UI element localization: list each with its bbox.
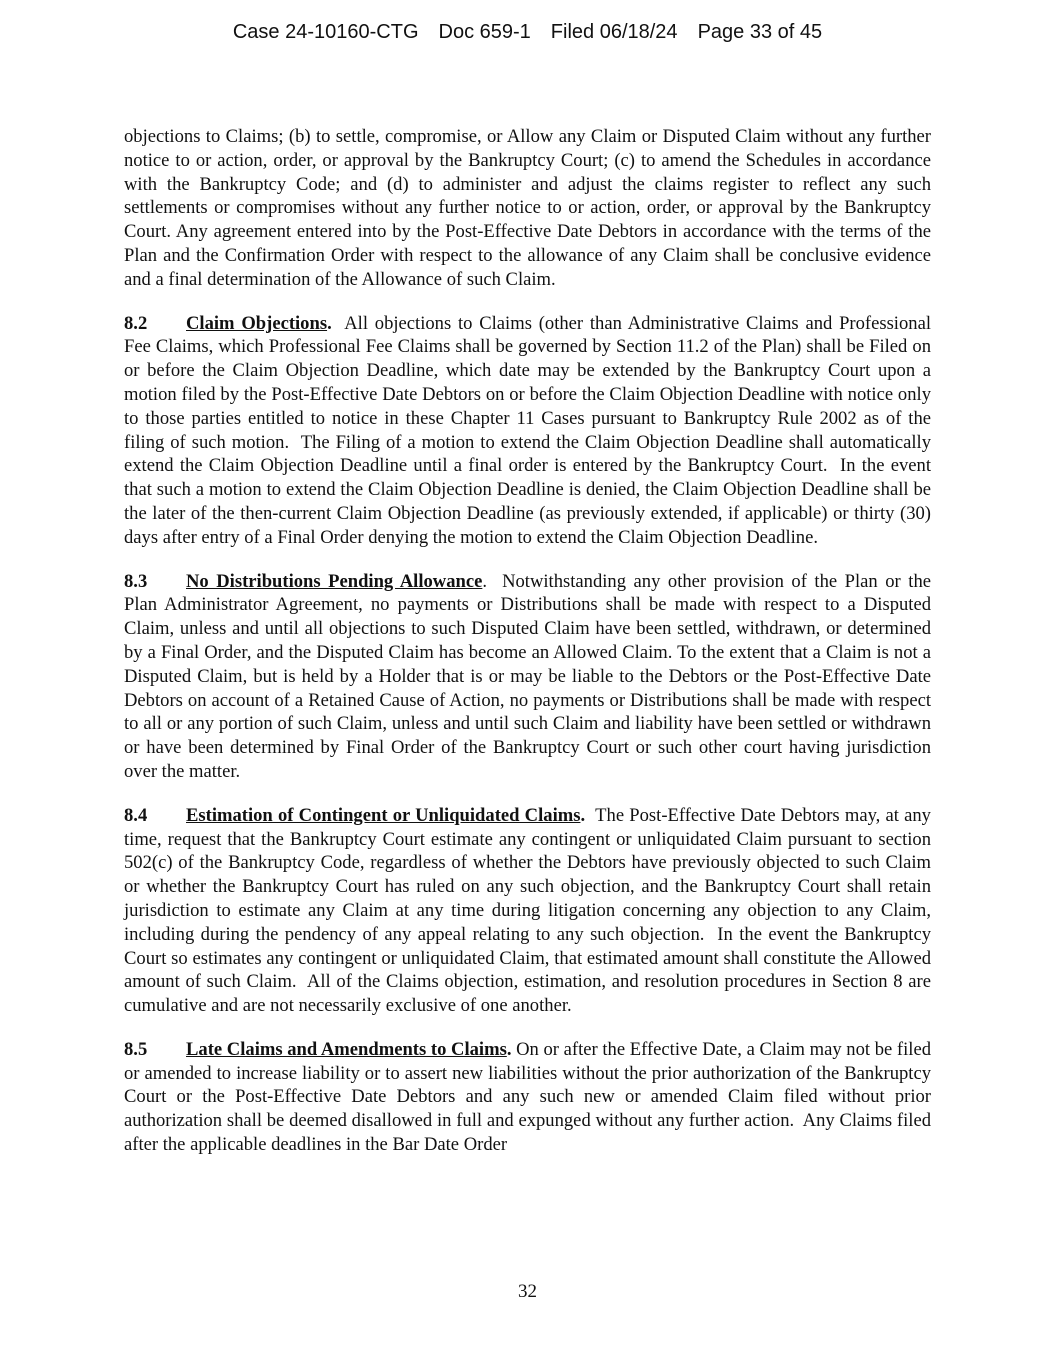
doc-number: Doc 659-1 [438, 21, 531, 43]
section-title: Late Claims and Amendments to Claims [186, 1038, 507, 1060]
section-title-punct: . [580, 804, 586, 826]
section-body: On or after the Effective Date, a Claim may not be filed or amended to increase liability or to assert new liabilities without the prior authorization of the Bankruptcy Court or the Post-Effective Date Debtors and any such new or amended Claim filed without prior authorization shall be deemed disallowed in full and expunged without any further action. Any Claims filed after the applicable deadlines in the Bar Date Order [124, 1038, 936, 1156]
section-body: The Post-Effective Date Debtors may, at any time, request that the Bankruptcy Court estimate any contingent or unliquidated Claim pursuant to section 502(c) of the Bankruptcy Code, regardless of whether the Debtors have previously objected to such Claim or whether the Bankruptcy Court has ruled on any such objection, and the Bankruptcy Court shall retain jurisdiction to estimate any Claim at any time during litigation concerning any objection to any Claim, including during the pendency of any appeal relating to any such objection. In the event the Bankruptcy Court so estimates any contingent or unliquidated Claim, that estimated amount shall constitute the Allowed amount of such Claim. All of the Claims objection, estimation, and resolution procedures in Section 8 are cumulative and are not necessarily exclusive of one another. [124, 804, 936, 1017]
section-number: 8.3 [124, 570, 148, 592]
case-number: Case 24-10160-CTG [232, 21, 419, 43]
document-body [124, 125, 936, 1177]
section-number: 8.4 [124, 804, 148, 826]
section-8-5 [124, 1038, 936, 1157]
section-body: All objections to Claims (other than Administrative Claims and Professional Fee Claims, which Professional Fee Claims shall be governed by Section 11.2 of the Plan) shall be Filed on or before the Claim Objection Deadline, which date may be extended by the Bankruptcy Court upon a motion filed by the Post-Effective Date Debtors on or before the Claim Objection Deadline with notice only to those parties entitled to notice in these Chapter 11 Cases pursuant to Bankruptcy Rule 2002 as of the filing of such motion. The Filing of a motion to extend the Claim Objection Deadline shall automatically extend the Claim Objection Deadline until a final order is entered by the Bankruptcy Court. In the event that such a motion to extend the Claim Objection Deadline is denied, the Claim Objection Deadline shall be the later of the then-current Claim Objection Deadline (as previously extended, if applicable) or thirty (30) days after entry of a Final Order denying the motion to extend the Claim Objection Deadline. [124, 312, 936, 548]
intro-paragraph: objections to Claims; (b) to settle, compromise, or Allow any Claim or Disputed Claim without any further notice to or action, order, or approval by the Bankruptcy Court; (c) to amend the Schedules in accordance with the Bankruptcy Code; and (d) to administer and adjust the claims register to reflect any such settlements or compromises without any further notice to or action, order, or approval by the Bankruptcy Court. Any agreement entered into by the Post-Effective Date Debtors in accordance with the terms of the Plan and the Confirmation Order with respect to the allowance of any Claim shall be conclusive evidence and a final determination of the Allowance of such Claim. [124, 126, 931, 290]
case-header [0, 18, 1055, 46]
section-number: 8.2 [124, 312, 148, 334]
section-body: Notwithstanding any other provision of the Plan or the Plan Administrator Agreement, no payments or Distributions shall be made with respect to a Disputed Claim, unless and until all objections to such Disputed Claim have been settled, withdrawn, or determined by a Final Order, and the Disputed Claim has become an Allowed Claim. To the extent that a Claim is not a Disputed Claim, but is held by a Holder that is or may be liable to the Debtors or the Post-Effective Date Debtors on account of a Retained Cause of Action, no payments or Distributions shall be made with respect to all or any portion of such Claim, unless and until such Claim and liability have been settled or withdrawn or have been determined by Final Order of the Bankruptcy Court or such other court having jurisdiction over the matter. [124, 570, 936, 782]
page-number: 32 [518, 1281, 537, 1302]
section-number: 8.5 [124, 1038, 148, 1060]
section-8-2 [124, 312, 936, 550]
section-title-punct: . [482, 570, 488, 592]
section-title: Estimation of Contingent or Unliquidated Claims [186, 804, 581, 826]
section-8-4 [124, 804, 936, 1018]
section-title-punct: . [327, 312, 332, 334]
section-title-punct: . [506, 1038, 512, 1060]
section-title: No Distributions Pending Allowance [186, 570, 483, 592]
section-title: Claim Objections [186, 312, 328, 334]
section-8-3 [124, 570, 936, 784]
page-of: Page 33 of 45 [697, 21, 823, 43]
filed-date: Filed 06/18/24 [550, 21, 678, 43]
